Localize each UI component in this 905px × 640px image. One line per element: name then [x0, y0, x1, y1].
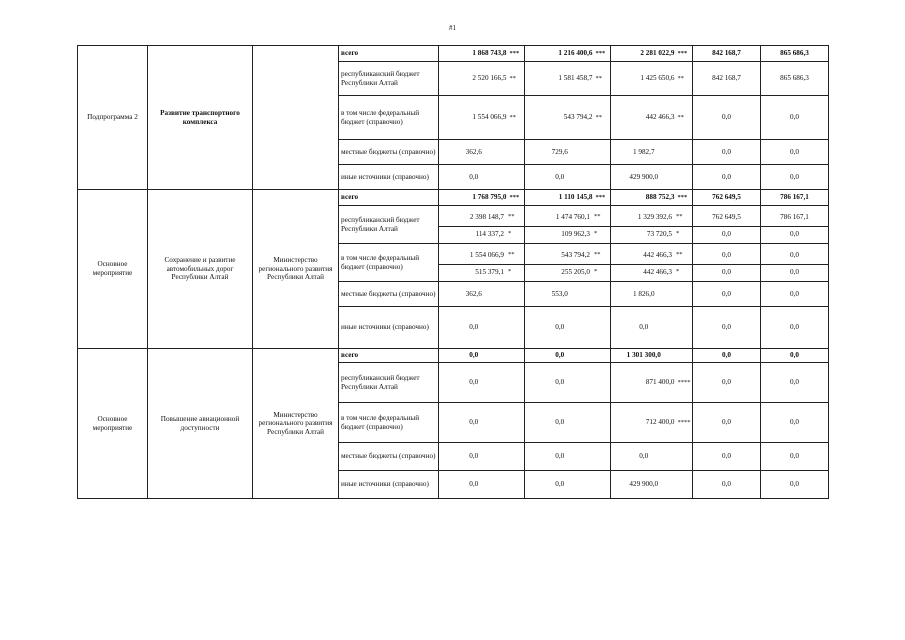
value: 0,0 — [761, 349, 829, 363]
value: 0,0 — [761, 307, 829, 349]
value: 0,0 — [611, 307, 677, 349]
funding-source: местные бюджеты (справочно) — [339, 443, 439, 471]
footnote-marker: * — [676, 230, 680, 238]
value: 362,6 — [439, 282, 509, 307]
value: 0,0 — [439, 471, 509, 499]
table-row — [78, 190, 829, 206]
footnote-marker: *** — [509, 46, 525, 62]
block-executor: Министерство регионального развития Республики Алтай — [253, 190, 339, 349]
split-value-cell — [439, 244, 525, 282]
table-row — [78, 349, 829, 363]
value: 871 400,0 — [611, 363, 677, 403]
value: 0,0 — [722, 229, 731, 238]
value: 1 826,0 — [611, 282, 677, 307]
value: 442 466,3 — [611, 96, 677, 140]
value: 786 167,1 — [761, 190, 829, 206]
footnote-marker — [509, 403, 525, 443]
value: 0,0 — [761, 443, 829, 471]
funding-source: всего — [339, 46, 439, 62]
funding-source: всего — [339, 349, 439, 363]
footnote-marker: ** — [595, 62, 611, 96]
value: 0,0 — [439, 403, 509, 443]
value: 442 466,3 — [643, 267, 672, 276]
value: 0,0 — [761, 96, 829, 140]
value: 1 425 650,6 — [611, 62, 677, 96]
value: 0,0 — [693, 403, 761, 443]
value: 786 167,1 — [780, 212, 809, 221]
value: 1 868 743,8 — [439, 46, 509, 62]
footnote-marker — [509, 165, 525, 190]
value: 0,0 — [693, 165, 761, 190]
value: 0,0 — [525, 349, 595, 363]
footnote-marker: ** — [677, 96, 693, 140]
footnote-marker: ** — [676, 213, 683, 221]
value: 0,0 — [693, 282, 761, 307]
value: 1 329 392,6 — [637, 212, 672, 221]
value: 712 400,0 — [611, 403, 677, 443]
block-name: Развитие транспортного комплекса — [148, 46, 253, 190]
value: 1 110 145,8 — [525, 190, 595, 206]
block-name: Повышение авиационной доступности — [148, 349, 253, 499]
footnote-marker: * — [508, 230, 512, 238]
financing-table — [77, 45, 829, 499]
value: 0,0 — [525, 307, 595, 349]
footnote-marker — [509, 140, 525, 165]
footnote-marker: ** — [676, 251, 683, 259]
footnote-marker: ** — [509, 62, 525, 96]
value: 543 794,2 — [525, 96, 595, 140]
value: 0,0 — [761, 403, 829, 443]
footnote-marker — [677, 307, 693, 349]
split-value-cell — [693, 244, 761, 282]
footnote-marker — [509, 363, 525, 403]
split-value-cell — [693, 206, 761, 244]
footnote-marker: * — [508, 268, 512, 276]
split-value-cell — [611, 244, 693, 282]
footnote-marker: ** — [509, 96, 525, 140]
footnote-marker — [677, 471, 693, 499]
value: 0,0 — [790, 229, 799, 238]
split-value-cell — [525, 244, 611, 282]
split-value-cell — [761, 244, 829, 282]
split-value-cell — [611, 206, 693, 244]
footnote-marker — [677, 165, 693, 190]
value: 114 337,2 — [475, 229, 504, 238]
value: 543 794,2 — [561, 250, 590, 259]
footnote-marker — [677, 282, 693, 307]
value: 1 301 300,0 — [611, 349, 677, 363]
footnote-marker: * — [594, 268, 598, 276]
footnote-marker: * — [676, 268, 680, 276]
footnote-marker — [677, 443, 693, 471]
value: 1 581 458,7 — [525, 62, 595, 96]
value: 1 474 760,1 — [555, 212, 590, 221]
value: 429 900,0 — [611, 165, 677, 190]
value: 0,0 — [693, 471, 761, 499]
value: 0,0 — [525, 471, 595, 499]
funding-source: в том числе федеральный бюджет (справочно) — [339, 403, 439, 443]
block-name: Сохранение и развитие автомобильных дорог Республики Алтай — [148, 190, 253, 349]
value: 73 720,5 — [646, 229, 672, 238]
value: 0,0 — [761, 140, 829, 165]
value: 0,0 — [722, 267, 731, 276]
split-value-cell — [439, 206, 525, 244]
block-label: Подпрограмма 2 — [78, 46, 148, 190]
value: 0,0 — [525, 403, 595, 443]
footnote-marker — [595, 140, 611, 165]
footnote-marker: ** — [595, 96, 611, 140]
value: 0,0 — [693, 140, 761, 165]
footnote-marker — [509, 471, 525, 499]
footnote-marker — [595, 403, 611, 443]
value: 762 649,5 — [712, 212, 741, 221]
value: 109 962,3 — [561, 229, 590, 238]
value: 1 982,7 — [611, 140, 677, 165]
block-executor: Министерство регионального развития Республики Алтай — [253, 349, 339, 499]
value: 729,6 — [525, 140, 595, 165]
footnote-marker: *** — [509, 190, 525, 206]
footnote-marker — [595, 363, 611, 403]
value: 0,0 — [761, 471, 829, 499]
table-row — [78, 46, 829, 62]
footnote-marker: ** — [594, 213, 601, 221]
funding-source: иные источники (справочно) — [339, 307, 439, 349]
footnote-marker: *** — [677, 46, 693, 62]
funding-source: всего — [339, 190, 439, 206]
value: 0,0 — [611, 443, 677, 471]
page-number: #1 — [449, 24, 456, 32]
footnote-marker — [595, 443, 611, 471]
footnote-marker: ** — [508, 251, 515, 259]
footnote-marker: ** — [508, 213, 515, 221]
footnote-marker — [509, 282, 525, 307]
footnote-marker: *** — [677, 190, 693, 206]
footnote-marker: **** — [677, 363, 693, 403]
footnote-marker — [509, 307, 525, 349]
value: 865 686,3 — [761, 62, 829, 96]
value: 0,0 — [439, 363, 509, 403]
footnote-marker: * — [594, 230, 598, 238]
block-label: Основное мероприятие — [78, 349, 148, 499]
funding-source: местные бюджеты (справочно) — [339, 140, 439, 165]
value: 0,0 — [761, 282, 829, 307]
value: 429 900,0 — [611, 471, 677, 499]
value: 0,0 — [693, 96, 761, 140]
value: 362,6 — [439, 140, 509, 165]
value: 1 216 400,6 — [525, 46, 595, 62]
footnote-marker: *** — [595, 190, 611, 206]
value: 1 554 066,9 — [469, 250, 504, 259]
value: 1 768 795,0 — [439, 190, 509, 206]
value: 888 752,3 — [611, 190, 677, 206]
value: 0,0 — [790, 267, 799, 276]
block-label: Основное мероприятие — [78, 190, 148, 349]
value: 0,0 — [761, 363, 829, 403]
funding-source: местные бюджеты (справочно) — [339, 282, 439, 307]
split-value-cell — [525, 206, 611, 244]
value: 2 520 166,5 — [439, 62, 509, 96]
value: 0,0 — [525, 165, 595, 190]
footnote-marker — [509, 349, 525, 363]
footnote-marker — [677, 349, 693, 363]
value: 2 281 022,9 — [611, 46, 677, 62]
funding-source: республиканский бюджет Республики Алтай — [339, 206, 439, 244]
value: 0,0 — [439, 165, 509, 190]
value: 865 686,3 — [761, 46, 829, 62]
footnote-marker: ** — [677, 62, 693, 96]
value: 0,0 — [693, 349, 761, 363]
footnote-marker — [509, 443, 525, 471]
footnote-marker — [595, 471, 611, 499]
footnote-marker — [595, 282, 611, 307]
value: 553,0 — [525, 282, 595, 307]
value: 0,0 — [525, 363, 595, 403]
value: 842 168,7 — [693, 46, 761, 62]
block-executor — [253, 46, 339, 190]
value: 2 398 148,7 — [469, 212, 504, 221]
footnote-marker — [595, 349, 611, 363]
value: 0,0 — [439, 443, 509, 471]
value: 0,0 — [439, 349, 509, 363]
value: 515 379,1 — [475, 267, 504, 276]
value: 842 168,7 — [693, 62, 761, 96]
funding-source: в том числе федеральный бюджет (справочно) — [339, 244, 439, 282]
value: 0,0 — [525, 443, 595, 471]
value: 442 466,3 — [643, 250, 672, 259]
footnote-marker: **** — [677, 403, 693, 443]
value: 0,0 — [693, 363, 761, 403]
footnote-marker — [595, 165, 611, 190]
value: 0,0 — [439, 307, 509, 349]
value: 0,0 — [790, 250, 799, 259]
funding-source: иные источники (справочно) — [339, 471, 439, 499]
value: 255 205,0 — [561, 267, 590, 276]
footnote-marker: *** — [595, 46, 611, 62]
funding-source: в том числе федеральный бюджет (справочно) — [339, 96, 439, 140]
value: 1 554 066,9 — [439, 96, 509, 140]
funding-source: иные источники (справочно) — [339, 165, 439, 190]
value: 0,0 — [722, 250, 731, 259]
footnote-marker: ** — [594, 251, 601, 259]
funding-source: республиканский бюджет Республики Алтай — [339, 62, 439, 96]
value: 0,0 — [693, 443, 761, 471]
footnote-marker — [677, 140, 693, 165]
value: 0,0 — [761, 165, 829, 190]
footnote-marker — [595, 307, 611, 349]
value: 0,0 — [693, 307, 761, 349]
split-value-cell — [761, 206, 829, 244]
funding-source: республиканский бюджет Республики Алтай — [339, 363, 439, 403]
value: 762 649,5 — [693, 190, 761, 206]
